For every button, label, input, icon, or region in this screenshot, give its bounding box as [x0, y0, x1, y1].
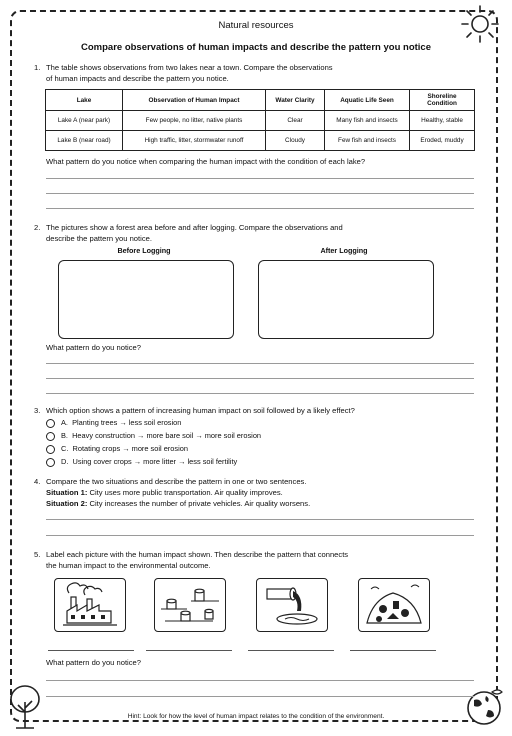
option-letter: B.: [61, 431, 68, 440]
situation-2-label: Situation 2:: [46, 499, 88, 508]
q5-text-line2: the human impact to the environmental outcome.: [46, 561, 211, 570]
picture-label-line[interactable]: [350, 650, 436, 651]
q5-prompt: What pattern do you notice?: [46, 658, 141, 667]
option-letter: C.: [61, 444, 69, 453]
q2-number: 2.: [34, 223, 41, 232]
table-header-row: [46, 90, 475, 111]
tree-icon: [8, 684, 42, 730]
q4-text: Compare the two situations and describe the pattern in one or two sentences.: [46, 477, 307, 486]
q2-text-line2: describe the pattern you notice.: [46, 234, 152, 243]
option-letter: D.: [61, 457, 69, 466]
q5-text-line1: Label each picture with the human impact shown. Then describe the pattern that connects: [46, 550, 349, 559]
picture-label-line[interactable]: [146, 650, 232, 651]
earth-icon: [462, 684, 506, 728]
pipe-picture: [256, 578, 328, 632]
worksheet-title: Natural resources: [218, 20, 294, 31]
situation-1-label: Situation 1:: [46, 488, 88, 497]
after-logging-picture: [258, 260, 434, 339]
q3-text: Which option shows a pattern of increasing human impact on soil followed by a likely effect?: [46, 406, 355, 415]
worksheet-heading: Compare observations of human impacts and describe the pattern you notice: [81, 42, 431, 53]
answer-line[interactable]: [46, 696, 474, 697]
q3-number: 3.: [34, 406, 41, 415]
factory-picture: [54, 578, 126, 632]
table-header: Water Clarity: [266, 90, 325, 111]
table-header: Lake: [46, 90, 123, 111]
table-cell: Lake A (near park): [46, 111, 123, 131]
situation-1: [46, 487, 283, 498]
after-logging-label: After Logging: [320, 246, 368, 255]
table-cell: Few people, no litter, native plants: [123, 111, 266, 131]
table-row: [46, 111, 475, 131]
option-letter: A.: [61, 418, 68, 427]
before-logging-picture: [58, 260, 234, 339]
answer-line[interactable]: [46, 363, 474, 364]
situation-2: [46, 498, 310, 509]
option-text: Heavy construction → more bare soil → more soil erosion: [72, 431, 262, 440]
q1-number: 1.: [34, 63, 41, 72]
answer-line[interactable]: [46, 208, 474, 209]
option-b[interactable]: [46, 430, 261, 442]
before-logging-label: Before Logging: [117, 246, 171, 255]
table-header: Aquatic Life Seen: [325, 90, 410, 111]
q2-text-line1: The pictures show a forest area before and after logging. Compare the observations and: [46, 223, 343, 232]
q2-prompt: What pattern do you notice?: [46, 343, 141, 352]
table-header: Shoreline Condition: [410, 90, 475, 111]
table-cell: Lake B (near road): [46, 131, 123, 151]
option-radio[interactable]: [46, 445, 55, 454]
lake-table: [45, 89, 475, 151]
q1-prompt: What pattern do you notice when comparing the human impact with the condition of each lake?: [46, 157, 366, 166]
situation-1-text: City uses more public transportation. Air quality improves.: [87, 488, 283, 497]
situation-2-text: City increases the number of private vehicles. Air quality worsens.: [87, 499, 311, 508]
table-cell: High traffic, litter, stormwater runoff: [123, 131, 266, 151]
table-cell: Eroded, muddy: [410, 131, 475, 151]
q1-text-line2: of human impacts and describe the pattern you notice.: [46, 74, 229, 83]
answer-line[interactable]: [46, 680, 474, 681]
option-a[interactable]: [46, 417, 181, 429]
option-text: Using cover crops → more litter → less soil fertility: [72, 457, 238, 466]
answer-line[interactable]: [46, 393, 474, 394]
factory-smoke-icon: [55, 579, 125, 631]
table-cell: Cloudy: [266, 131, 325, 151]
option-radio[interactable]: [46, 458, 55, 467]
answer-line[interactable]: [46, 519, 474, 520]
option-c[interactable]: [46, 443, 188, 455]
table-cell: Few fish and insects: [325, 131, 410, 151]
table-cell: Healthy, stable: [410, 111, 475, 131]
answer-line[interactable]: [46, 378, 474, 379]
q4-number: 4.: [34, 477, 41, 486]
table-header: Observation of Human Impact: [123, 90, 266, 111]
answer-line[interactable]: [46, 535, 474, 536]
q5-number: 5.: [34, 550, 41, 559]
table-cell: Clear: [266, 111, 325, 131]
q1-text-line1: The table shows observations from two lakes near a town. Compare the observations: [46, 63, 333, 72]
tree-stumps-icon: [155, 579, 225, 631]
picture-label-line[interactable]: [48, 650, 134, 651]
answer-line[interactable]: [46, 193, 474, 194]
picture-label-line[interactable]: [248, 650, 334, 651]
option-radio[interactable]: [46, 432, 55, 441]
table-cell: Many fish and insects: [325, 111, 410, 131]
hint-text: Hint: Look for how the level of human impact relates to the condition of the environment.: [127, 713, 385, 720]
option-text: Planting trees → less soil erosion: [72, 418, 182, 427]
table-row: [46, 131, 475, 151]
stumps-picture: [154, 578, 226, 632]
garbage-picture: [358, 578, 430, 632]
pipe-discharge-icon: [257, 579, 327, 631]
option-d[interactable]: [46, 456, 237, 468]
garbage-pile-icon: [359, 579, 429, 631]
option-text: Rotating crops → more soil erosion: [72, 444, 188, 453]
answer-line[interactable]: [46, 178, 474, 179]
option-radio[interactable]: [46, 419, 55, 428]
